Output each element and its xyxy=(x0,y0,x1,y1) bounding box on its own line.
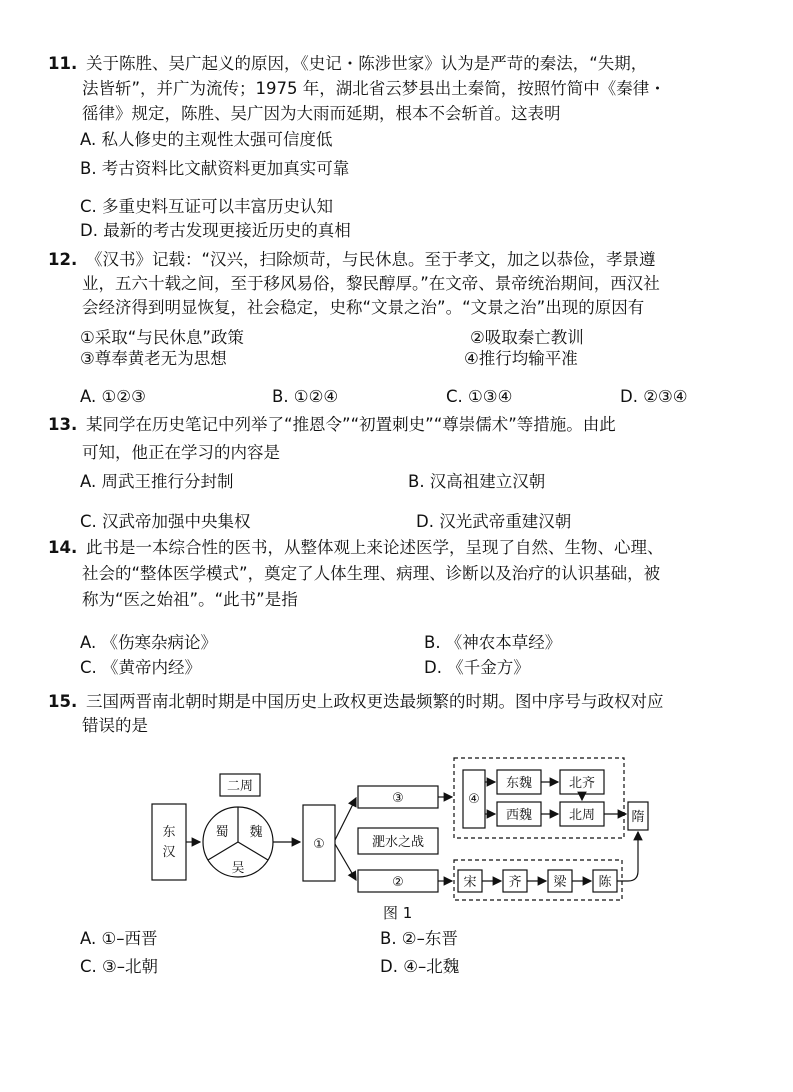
q13-option-c: C. 汉武帝加强中央集权 xyxy=(80,512,251,531)
q11-number: 11. xyxy=(48,54,78,73)
er-zhou-label: 二周 xyxy=(226,779,254,794)
q14-stem-line-2: 社会的“整体医学模式”，奠定了人体生理、病理、诊断以及治疗的认识基础，被 xyxy=(82,564,661,583)
q12-number: 12. xyxy=(48,250,78,269)
q13-option-b: B. 汉高祖建立汉朝 xyxy=(408,472,546,491)
wu-label: 吴 xyxy=(231,861,245,876)
feishui-battle-label: 淝水之战 xyxy=(371,835,425,850)
wei-label: 魏 xyxy=(249,825,263,840)
liang-label: 梁 xyxy=(553,875,567,890)
q11-option-b: B. 考古资料比文献资料更加真实可靠 xyxy=(80,159,350,178)
q13-stem-line-1: 某同学在历史笔记中列举了“推恩令”“初置刺史”“尊崇儒术”等措施。由此 xyxy=(86,415,616,434)
q15-number: 15. xyxy=(48,692,78,711)
q13-number: 13. xyxy=(48,415,78,434)
song-label: 宋 xyxy=(463,875,477,890)
q12-stem-line-1: 《汉书》记载：“汉兴，扫除烦苛，与民休息。至于孝文，加之以恭俭，孝景遵 xyxy=(86,250,656,269)
beizhou-label: 北周 xyxy=(568,808,596,823)
q11-stem-line-1: 关于陈胜、吴广起义的原因，《史记・陈涉世家》认为是严苛的秦法，“失期， xyxy=(86,54,648,73)
q14-option-b: B. 《神农本草经》 xyxy=(424,633,562,652)
q15-option-a: A. ①–西晋 xyxy=(80,929,158,948)
q14-stem-line-3: 称为“医之始祖”。“此书”是指 xyxy=(82,590,298,609)
east-han-label-2: 汉 xyxy=(162,845,176,860)
q13-stem-line-2: 可知，他正在学习的内容是 xyxy=(82,443,280,462)
q12-stem-line-2: 业，五六十载之间，至于移风易俗，黎民醇厚。”在文帝、景帝统治期间，西汉社 xyxy=(82,274,660,293)
sui-label: 隋 xyxy=(631,810,645,825)
q12-option-b: B. ①②④ xyxy=(272,387,339,406)
dongwei-label: 东魏 xyxy=(505,776,533,791)
q12-option-c: C. ①③④ xyxy=(446,387,513,406)
node-3-label: ③ xyxy=(392,791,404,806)
q12-stem-line-3: 会经济得到明显恢复，社会稳定，史称“文景之治”。“文景之治”出现的原因有 xyxy=(82,298,645,317)
q11-stem-line-2: 法皆斩”，并广为流传；1975 年，湖北省云梦县出土秦简，按照竹简中《秦律・ xyxy=(82,79,666,98)
q13-option-a: A. 周武王推行分封制 xyxy=(80,472,234,491)
xiwei-label: 西魏 xyxy=(505,808,533,823)
q14-option-a: A. 《伤寒杂病论》 xyxy=(80,633,217,652)
q11-option-c: C. 多重史料互证可以丰富历史认知 xyxy=(80,197,334,216)
q12-item-1: ①采取“与民休息”政策 xyxy=(80,328,244,347)
q12-item-4: ④推行均输平准 xyxy=(464,349,578,368)
qi-label: 齐 xyxy=(508,875,522,890)
node-2-label: ② xyxy=(392,875,404,890)
q15-stem-line-2: 错误的是 xyxy=(82,716,148,735)
q15-option-b: B. ②–东晋 xyxy=(380,929,458,948)
east-han-label-1: 东 xyxy=(162,825,176,840)
q11-option-d: D. 最新的考古发现更接近历史的真相 xyxy=(80,221,351,240)
q14-number: 14. xyxy=(48,538,78,557)
q13-option-d: D. 汉光武帝重建汉朝 xyxy=(416,512,572,531)
figure-caption: 图 1 xyxy=(383,904,413,922)
chen-label: 陈 xyxy=(598,875,612,890)
q11-option-a: A. 私人修史的主观性太强可信度低 xyxy=(80,130,333,149)
q15-option-d: D. ④–北魏 xyxy=(380,957,460,976)
q12-item-3: ③尊奉黄老无为思想 xyxy=(80,349,227,368)
shu-label: 蜀 xyxy=(215,825,229,840)
q12-option-d: D. ②③④ xyxy=(620,387,688,406)
q15-option-c: C. ③–北朝 xyxy=(80,957,159,976)
q11-stem-line-3: 徭律》规定，陈胜、吴广因为大雨而延期，根本不会斩首。这表明 xyxy=(82,104,561,123)
q14-option-c: C. 《黄帝内经》 xyxy=(80,658,202,677)
dynasty-flow-diagram xyxy=(150,752,650,902)
q12-item-2: ②吸取秦亡教训 xyxy=(470,328,584,347)
q14-stem-line-1: 此书是一本综合性的医书，从整体观上来论述医学，呈现了自然、生物、心理、 xyxy=(86,538,664,557)
east-han-box xyxy=(152,804,186,880)
q15-stem-line-1: 三国两晋南北朝时期是中国历史上政权更迭最频繁的时期。图中序号与政权对应 xyxy=(86,692,664,711)
beiqi-label: 北齐 xyxy=(568,776,596,791)
q14-option-d: D. 《千金方》 xyxy=(424,658,530,677)
node-1-label: ① xyxy=(313,837,325,852)
q12-option-a: A. ①②③ xyxy=(80,387,146,406)
node-4-label: ④ xyxy=(468,792,480,807)
